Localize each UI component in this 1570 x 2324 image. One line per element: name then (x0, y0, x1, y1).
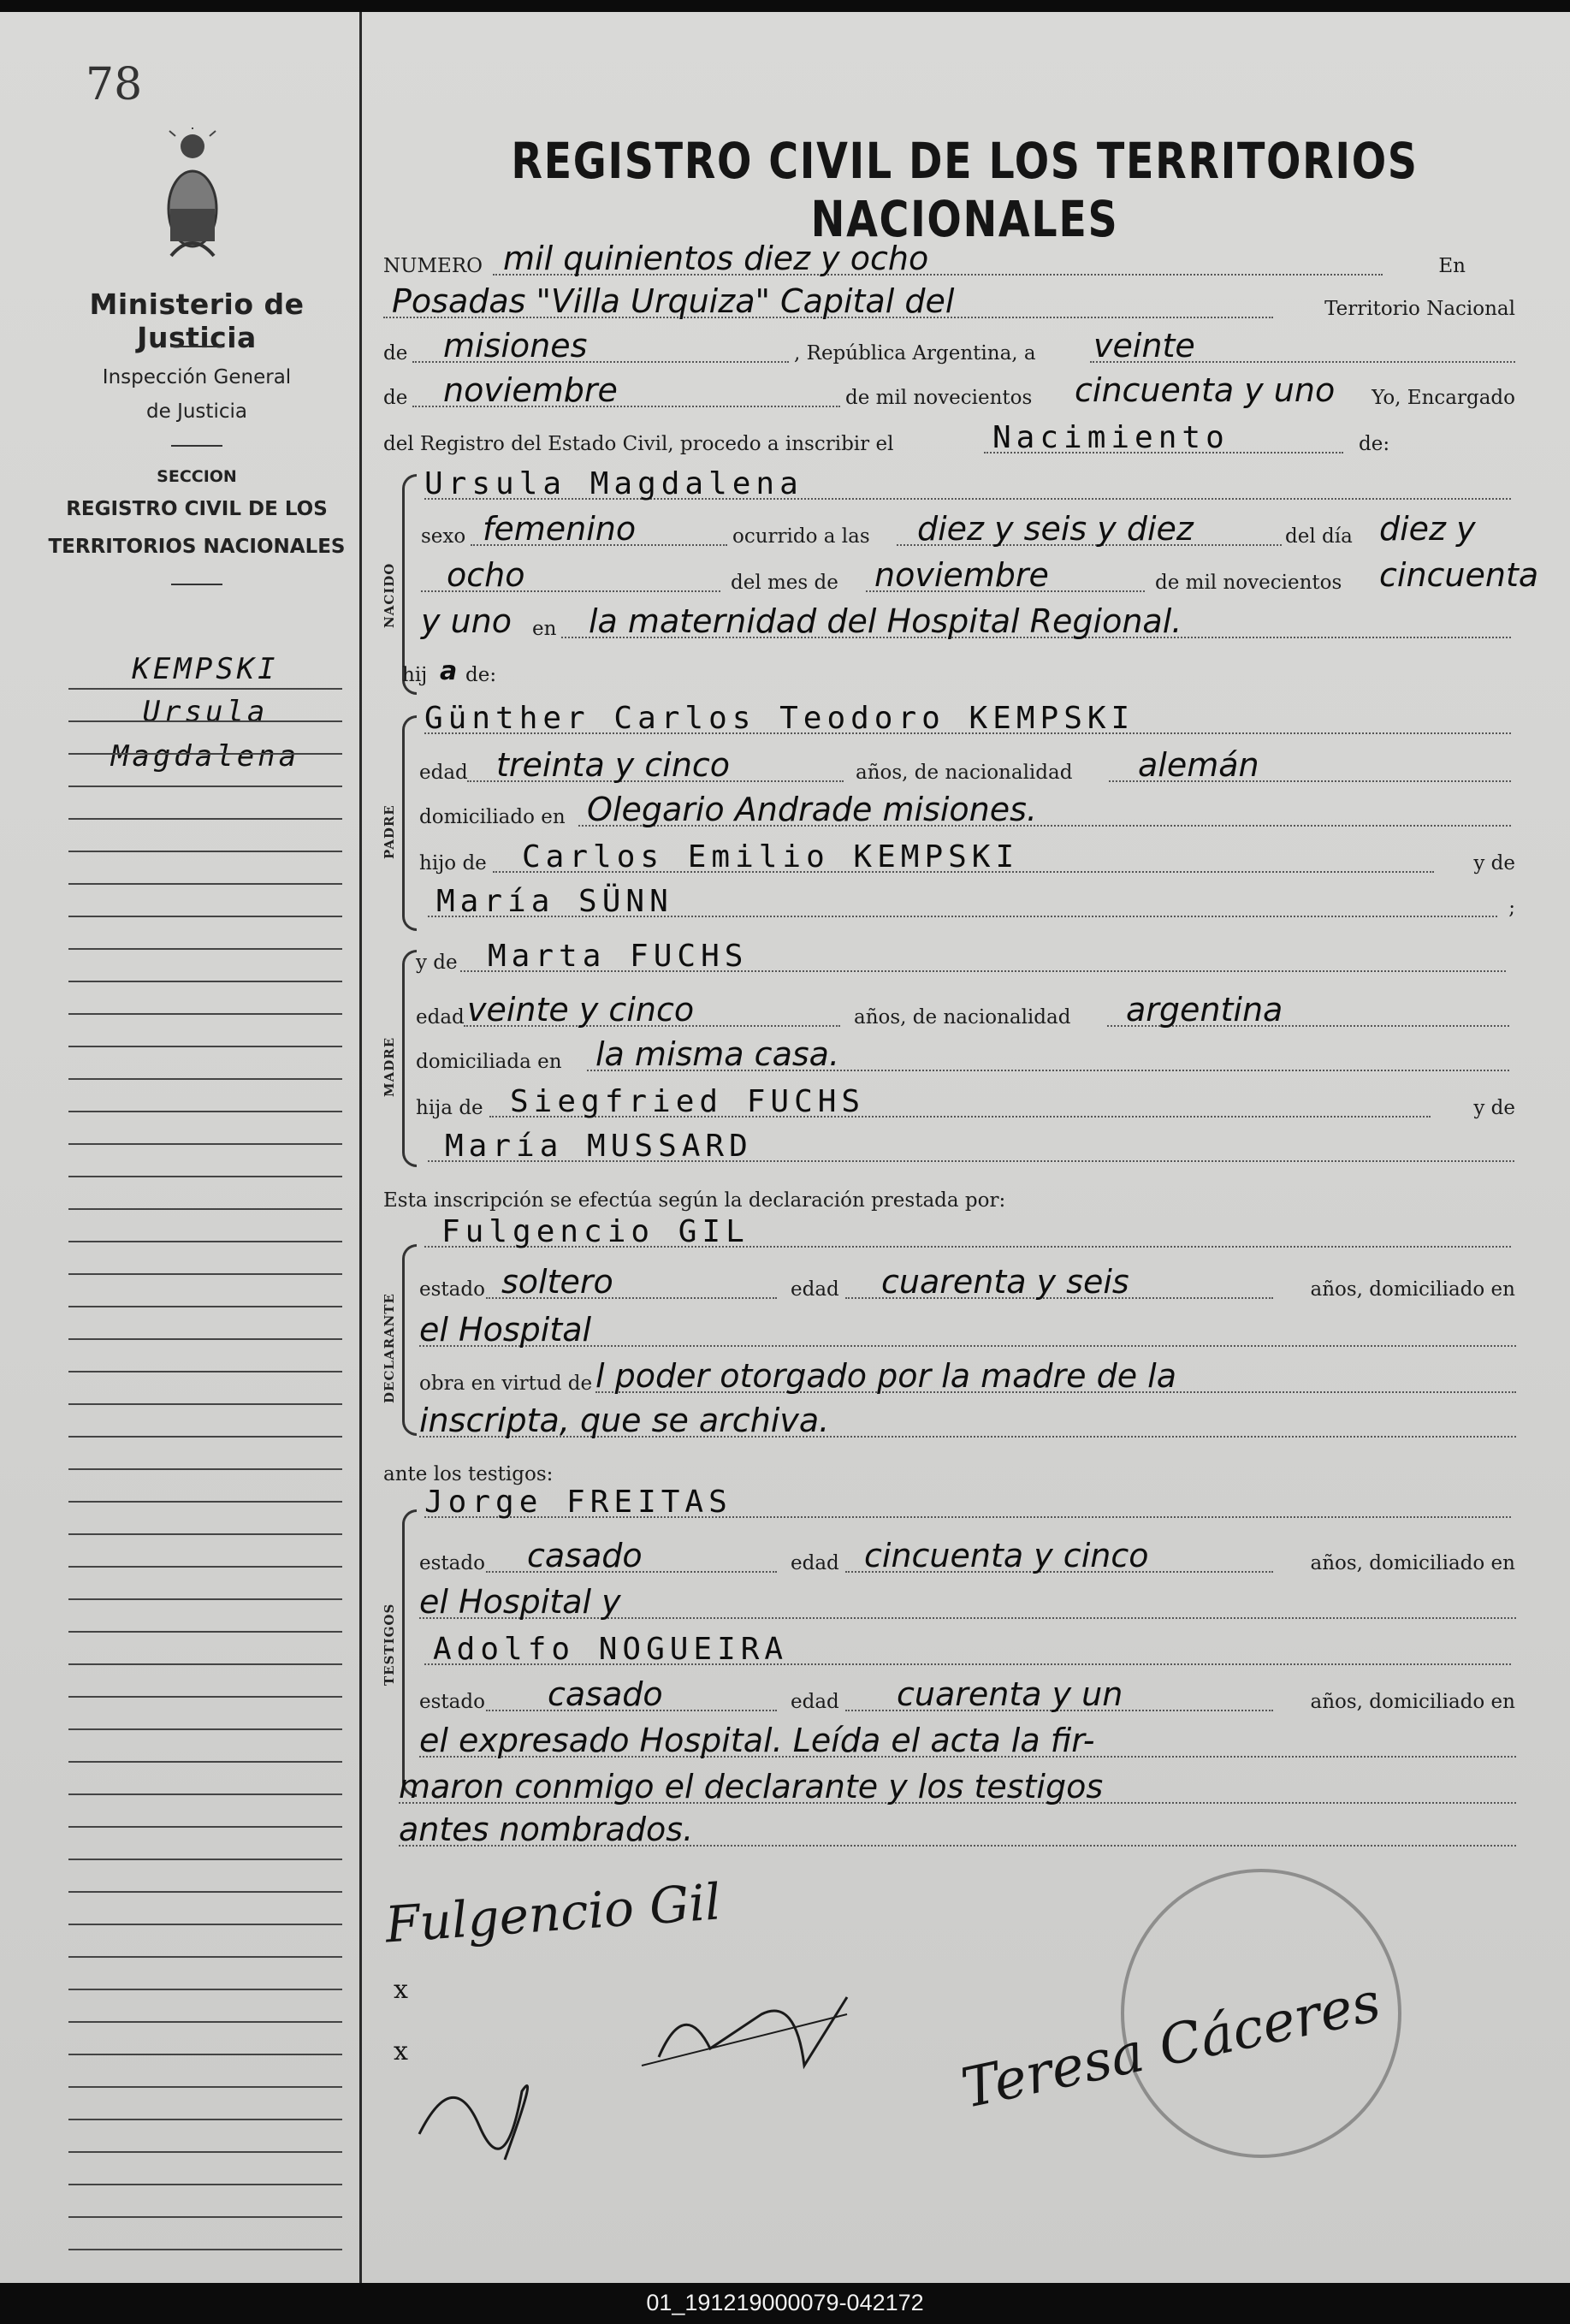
declarante-estado-value: soltero (501, 1263, 613, 1301)
registry-line1: REGISTRO CIVIL DE LOS (66, 498, 328, 520)
testigo2-edad-value: cuarenta y un (897, 1675, 1123, 1713)
margin-ruled-line (68, 786, 342, 787)
edad-label: edad (416, 1006, 465, 1029)
year-value-a: cincuenta (1379, 556, 1539, 594)
row-testigo1-domicilio (419, 1583, 1515, 1626)
nacido-year-label: de mil novecientos (1155, 572, 1342, 594)
en-label: en (532, 618, 557, 640)
margin-column (0, 12, 362, 2283)
register-page (0, 12, 1570, 2283)
x-mark-1: x (394, 1975, 408, 2005)
margin-ruled-line (68, 1143, 342, 1145)
domicilio-label: domiciliado en (419, 806, 566, 828)
row-padre-domicilio (419, 791, 1515, 833)
testigos-section-label: TESTIGOS (382, 1603, 397, 1686)
section-heading: SECCION (157, 467, 237, 486)
edad-label: edad (791, 1691, 839, 1713)
declarante-name-value: Fulgencio GIL (441, 1214, 749, 1249)
margin-ruled-line (68, 2249, 342, 2250)
domicilio-label: años, domiciliado en (1310, 1278, 1515, 1301)
estado-label: estado (419, 1552, 485, 1574)
estado-label: estado (419, 1691, 485, 1713)
domicilio-label: años, domiciliado en (1310, 1691, 1515, 1713)
margin-ruled-line (68, 1793, 342, 1795)
margin-ruled-line (68, 1208, 342, 1210)
year-value: cincuenta y uno (1075, 371, 1336, 409)
margin-middle-name: Magdalena (110, 739, 300, 774)
de-label: de (383, 387, 408, 409)
row-place (383, 282, 1515, 325)
registro-label: del Registro del Estado Civil, procedo a inscribir el (383, 433, 894, 455)
margin-ruled-line (68, 1013, 342, 1015)
row-testigo1-estado (419, 1537, 1515, 1580)
margin-ruled-line (68, 948, 342, 950)
margin-ruled-line (68, 1241, 342, 1242)
ministry-name: Ministerio de Justicia (89, 288, 305, 354)
margin-ruled-line (68, 1663, 342, 1665)
y-de-label: y de (1473, 852, 1515, 874)
padre-nacionalidad-value: alemán (1138, 746, 1259, 784)
padre-section-label: PADRE (382, 804, 397, 859)
hour-value: diez y seis y diez (917, 510, 1194, 548)
inspection-line1: Inspección General (102, 366, 292, 388)
margin-ruled-line (68, 1371, 342, 1372)
hijo-de-label: hijo de (419, 852, 487, 874)
row-date (383, 371, 1515, 414)
margin-ruled-line (68, 753, 342, 755)
testigo1-domicilio-value: el Hospital y (419, 1583, 621, 1621)
declarante-section-label: DECLARANTE (382, 1293, 397, 1403)
madre-name-value: Marta FUCHS (488, 939, 749, 974)
nacido-month-value: noviembre (874, 556, 1049, 594)
registry-line2: TERRITORIOS NACIONALES (48, 536, 346, 558)
margin-ruled-line (68, 1501, 342, 1503)
row-hijo (402, 652, 1515, 691)
row-registro (383, 421, 1515, 460)
nacido-section-label: NACIDO (382, 562, 397, 628)
de-colon: de: (1359, 433, 1390, 455)
testigos-label: ante los testigos: (383, 1463, 554, 1485)
madre-nacionalidad-value: argentina (1126, 991, 1283, 1029)
semicolon: ; (1508, 897, 1515, 919)
row-testigo2-domicilio (419, 1722, 1515, 1764)
margin-ruled-line (68, 1598, 342, 1600)
row-nacido-name (424, 467, 1515, 507)
testigo1-edad-value: cincuenta y cinco (864, 1537, 1149, 1574)
margin-ruled-line (68, 2151, 342, 2153)
day-value-a: diez y (1379, 510, 1476, 548)
hijo-suffix: a (440, 656, 458, 686)
row-declarante-estado (419, 1263, 1515, 1306)
row-declaracion (383, 1177, 1515, 1217)
row-testigo1-name (424, 1485, 1515, 1525)
margin-ruled-line (68, 1403, 342, 1405)
edad-label: edad (791, 1278, 839, 1301)
nacido-place-value: la maternidad del Hospital Regional. (589, 602, 1182, 640)
witness-signatures-scribble (402, 1963, 1052, 2177)
padre-edad-value: treinta y cinco (496, 746, 731, 784)
republica-label: , República Argentina, a (794, 342, 1036, 365)
divider (171, 584, 222, 585)
margin-ruled-line (68, 916, 342, 917)
sexo-value: femenino (483, 510, 637, 548)
margin-ruled-line (68, 851, 342, 852)
margin-ruled-line (68, 1338, 342, 1340)
row-testigo2-estado (419, 1675, 1515, 1718)
margin-surname: KEMPSKI (132, 652, 279, 686)
de-label: de (383, 342, 408, 365)
month-value: noviembre (443, 371, 618, 409)
row-madre-parent2 (428, 1129, 1515, 1169)
row-madre-domicilio (416, 1035, 1515, 1078)
madre-edad-value: veinte y cinco (467, 991, 695, 1029)
numero-value: mil quinientos diez y ocho (503, 240, 929, 277)
closing-line-2: antes nombrados. (399, 1811, 694, 1848)
en-label: En (1438, 255, 1466, 277)
margin-ruled-line (68, 1273, 342, 1275)
territorio-label: Territorio Nacional (1324, 298, 1515, 320)
madre-parent2-value: María MUSSARD (445, 1129, 753, 1164)
margin-ruled-line (68, 1696, 342, 1698)
margin-ruled-line (68, 2119, 342, 2120)
hijo-de: de: (465, 664, 497, 686)
margin-ruled-line (68, 2054, 342, 2055)
row-territory (383, 327, 1515, 370)
y-de-label: y de (1473, 1097, 1515, 1119)
numero-label: NUMERO (383, 255, 483, 277)
margin-ruled-line (68, 1468, 342, 1470)
padre-name-value: Günther Carlos Teodoro KEMPSKI (424, 701, 1135, 736)
obra-value-a: l poder otorgado por la madre de la (595, 1357, 1177, 1395)
declarante-edad-value: cuarenta y seis (881, 1263, 1129, 1301)
territory-value: misiones (443, 327, 588, 365)
row-nacido-sexo (421, 510, 1515, 553)
row-closing-2 (399, 1811, 1515, 1853)
madre-bracket (402, 950, 417, 1167)
madre-section-label: MADRE (382, 1036, 397, 1097)
margin-ruled-line (68, 2086, 342, 2088)
nacido-name-value: Ursula Magdalena (424, 466, 803, 501)
margin-ruled-line (68, 2216, 342, 2218)
margin-ruled-line (68, 1891, 342, 1893)
row-testigo2-name (424, 1633, 1515, 1672)
margin-ruled-line (68, 688, 342, 690)
margin-ruled-line (68, 1924, 342, 1925)
day-value: veinte (1093, 327, 1195, 365)
row-padre-parent2 (428, 885, 1515, 924)
x-mark-2: x (394, 2036, 408, 2066)
margin-ruled-line (68, 1111, 342, 1112)
declaracion-label: Esta inscripción se efectúa según la declaración prestada por: (383, 1189, 1006, 1212)
row-closing-1 (399, 1768, 1515, 1811)
margin-ruled-line (68, 883, 342, 885)
row-nacido-mes (421, 556, 1539, 599)
page-title: REGISTRO CIVIL DE LOS TERRITORIOS NACIONALES (511, 132, 1419, 248)
margin-ruled-line (68, 818, 342, 820)
hijo-label: hij (402, 664, 428, 686)
closing-line-1: maron conmigo el declarante y los testigos (399, 1768, 1104, 1805)
row-nacido-place (421, 602, 1515, 645)
margin-ruled-line (68, 2184, 342, 2185)
year-label: de mil novecientos (845, 387, 1033, 409)
testigo2-domicilio-a: el expresado Hospital. Leída el acta la fir- (419, 1722, 1095, 1759)
row-numero (383, 240, 1515, 282)
officer-signature: Teresa Cáceres (956, 1971, 1386, 2121)
row-madre-parents (416, 1085, 1515, 1124)
row-padre-edad (419, 746, 1515, 789)
padre-parent2-value: María SÜNN (436, 884, 673, 919)
testigo2-estado-value: casado (548, 1675, 663, 1713)
margin-ruled-line (68, 981, 342, 982)
declarante-domicilio-value: el Hospital (419, 1311, 592, 1349)
del-dia-label: del día (1285, 525, 1353, 548)
row-padre-parents (419, 840, 1515, 880)
divider (171, 445, 222, 447)
testigo2-name-value: Adolfo NOGUEIRA (433, 1632, 789, 1667)
domicilio-label: domiciliada en (416, 1051, 562, 1073)
padre-domicilio-value: Olegario Andrade misiones. (587, 791, 1037, 828)
row-madre-name (416, 940, 1515, 979)
margin-ruled-line (68, 1761, 342, 1763)
row-declarante-obra2 (419, 1402, 1515, 1444)
margin-ruled-line (68, 1078, 342, 1080)
margin-ruled-line (68, 1176, 342, 1177)
testigo1-estado-value: casado (527, 1537, 643, 1574)
margin-ruled-line (68, 2021, 342, 2023)
row-padre-name (424, 702, 1515, 741)
nacionalidad-label: años, de nacionalidad (854, 1006, 1071, 1029)
margin-ruled-line (68, 1046, 342, 1047)
row-declarante-name (424, 1215, 1515, 1254)
margin-ruled-line (68, 720, 342, 722)
obra-label: obra en virtud de (419, 1372, 593, 1395)
testigo1-name-value: Jorge FREITAS (424, 1485, 732, 1520)
domicilio-label: años, domiciliado en (1310, 1552, 1515, 1574)
row-declarante-obra (419, 1357, 1515, 1400)
declarante-bracket (402, 1244, 417, 1436)
act-type-value: Nacimiento (992, 420, 1229, 455)
edad-label: edad (419, 762, 468, 784)
nacionalidad-label: años, de nacionalidad (856, 762, 1073, 784)
margin-ruled-line (68, 1533, 342, 1535)
image-id-footer: 01_191219000079-042172 (646, 2290, 924, 2315)
margin-ruled-line (68, 1306, 342, 1307)
hija-de-label: hija de (416, 1097, 483, 1119)
margin-ruled-line (68, 1859, 342, 1860)
margin-ruled-line (68, 1989, 342, 1990)
estado-label: estado (419, 1278, 485, 1301)
ocurrido-label: ocurrido a las (732, 525, 870, 548)
margin-ruled-line (68, 1956, 342, 1958)
declarant-signature: Fulgencio Gil (383, 1872, 723, 1954)
coat-of-arms-icon (163, 127, 222, 264)
encargado-label: Yo, Encargado (1372, 387, 1515, 409)
sexo-label: sexo (421, 525, 466, 548)
margin-given-name: Ursula (142, 695, 269, 729)
margin-ruled-line (68, 1826, 342, 1828)
padre-parent1-value: Carlos Emilio KEMPSKI (522, 839, 1020, 874)
mes-label: del mes de (731, 572, 838, 594)
edad-label: edad (791, 1552, 839, 1574)
margin-ruled-line (68, 1566, 342, 1568)
margin-ruled-line (68, 1631, 342, 1633)
margin-ruled-line (68, 1728, 342, 1730)
madre-domicilio-value: la misma casa. (595, 1035, 840, 1073)
y-de-label: y de (416, 952, 458, 974)
testigos-bracket (402, 1509, 417, 1797)
padre-bracket (402, 715, 417, 931)
madre-parent1-value: Siegfried FUCHS (510, 1084, 866, 1119)
year-value-b: y uno (421, 602, 512, 640)
row-madre-edad (416, 991, 1515, 1034)
row-declarante-domicilio (419, 1311, 1515, 1354)
margin-ruled-line (68, 1436, 342, 1438)
page-number: 78 (86, 59, 143, 110)
day-value-b: ocho (447, 556, 525, 594)
divider (171, 346, 222, 347)
place-value: Posadas "Villa Urquiza" Capital del (392, 282, 955, 320)
obra-value-b: inscripta, que se archiva. (419, 1402, 830, 1439)
inspection-line2: de Justicia (146, 400, 247, 423)
